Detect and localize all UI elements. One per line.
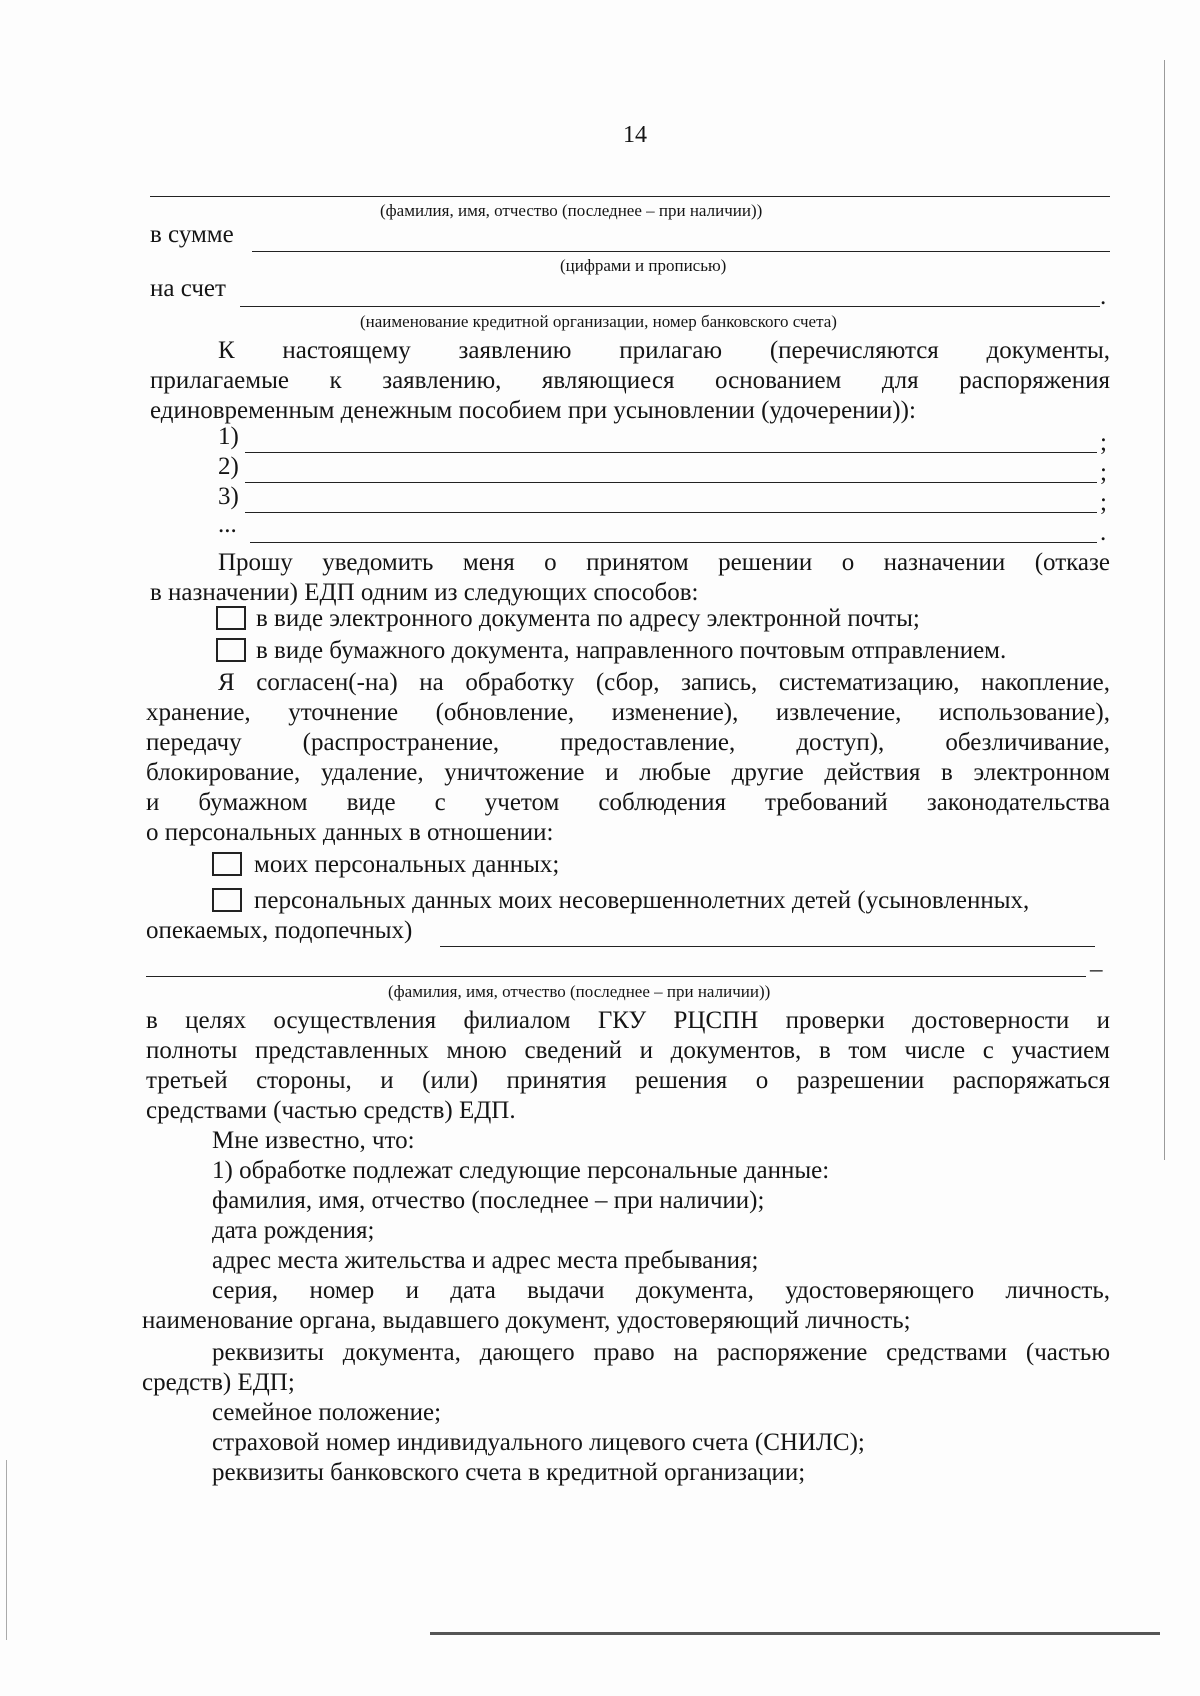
sum-label: в сумме	[150, 221, 234, 248]
known-item-req-line-2: средств) ЕДП;	[142, 1369, 295, 1396]
fio-line[interactable]	[150, 196, 1110, 197]
consent-line-1: Я согласен(-на) на обработку (сбор, запись, систематизацию, накопление,	[218, 669, 1110, 696]
scan-bottom-rule	[430, 1632, 1160, 1635]
known-item-birthdate: дата рождения;	[212, 1217, 375, 1244]
notify-email-label: в виде электронного документа по адресу электронной почты;	[256, 605, 920, 632]
consent-own-data-checkbox[interactable]	[212, 852, 242, 876]
known-item-req-line-1: реквизиты документа, дающего право на распоряжение средствами (частью	[212, 1339, 1110, 1366]
scan-edge-right	[1164, 60, 1165, 1160]
attachment-item-3-line[interactable]	[245, 512, 1097, 513]
attachment-item-1-number: 1)	[218, 423, 239, 450]
attachment-item-3-end: ;	[1100, 489, 1107, 516]
attachments-line-3: единовременным денежным пособием при усыновлении (удочерении)):	[150, 397, 916, 424]
notify-mail-checkbox[interactable]	[216, 638, 246, 662]
known-item-doc-line-1: серия, номер и дата выдачи документа, удостоверяющего личность,	[212, 1277, 1110, 1304]
consent-line-6: о персональных данных в отношении:	[146, 819, 554, 846]
consent-own-data-label: моих персональных данных;	[254, 851, 560, 878]
account-line[interactable]	[240, 306, 1100, 307]
notify-email-checkbox[interactable]	[216, 606, 246, 630]
known-item-address: адрес места жительства и адрес места пребывания;	[212, 1247, 759, 1274]
known-item-fio: фамилия, имя, отчество (последнее – при наличии);	[212, 1187, 765, 1214]
consent-children-data-label: персональных данных моих несовершеннолетних детей (усыновленных,	[254, 887, 1030, 914]
attachment-item-2-end: ;	[1100, 459, 1107, 486]
attachment-item-more-end: .	[1100, 519, 1107, 546]
purpose-line-4: средствами (частью средств) ЕДП.	[146, 1097, 516, 1124]
account-caption: (наименование кредитной организации, номер банковского счета)	[360, 312, 837, 331]
consent-line-5: и бумажном виде с учетом соблюдения требований законодательства	[146, 789, 1110, 816]
known-title: Мне известно, что:	[212, 1127, 415, 1154]
sum-line[interactable]	[252, 251, 1110, 252]
scan-edge-left	[6, 1460, 7, 1640]
attachment-item-more: ...	[218, 511, 237, 538]
attachment-item-1-end: ;	[1100, 429, 1107, 456]
purpose-line-2: полноты представленных мною сведений и документов, в том числе с участием	[146, 1037, 1110, 1064]
children-fio-line-2[interactable]	[146, 976, 1086, 977]
attachment-item-2-number: 2)	[218, 453, 239, 480]
known-item-snils: страховой номер индивидуального лицевого счета (СНИЛС);	[212, 1429, 865, 1456]
children-fio-line-1[interactable]	[440, 946, 1095, 947]
attachment-item-1-line[interactable]	[245, 452, 1097, 453]
attachment-item-more-line[interactable]	[250, 542, 1097, 543]
purpose-line-1: в целях осуществления филиалом ГКУ РЦСПН проверки достоверности и	[146, 1007, 1110, 1034]
known-item-bank: реквизиты банковского счета в кредитной организации;	[212, 1459, 806, 1486]
account-line-end: .	[1100, 283, 1107, 310]
consent-line-3: передачу (распространение, предоставление, доступ), обезличивание,	[146, 729, 1110, 756]
fio-caption: (фамилия, имя, отчество (последнее – при наличии))	[380, 201, 763, 220]
consent-line-2: хранение, уточнение (обновление, изменение), извлечение, использование),	[146, 699, 1110, 726]
children-fio-dash: –	[1090, 956, 1103, 983]
page-number: 14	[623, 122, 647, 148]
known-point-1: 1) обработке подлежат следующие персональные данные:	[212, 1157, 830, 1184]
notification-line-2: в назначении) ЕДП одним из следующих способов:	[150, 579, 699, 606]
consent-line-4: блокирование, удаление, уничтожение и любые другие действия в электронном	[146, 759, 1110, 786]
attachment-item-3-number: 3)	[218, 483, 239, 510]
attachments-line-2: прилагаемые к заявлению, являющиеся основанием для распоряжения	[150, 367, 1110, 394]
known-item-family: семейное положение;	[212, 1399, 442, 1426]
account-label: на счет	[150, 275, 226, 302]
notification-line-1: Прошу уведомить меня о принятом решении о назначении (отказе	[218, 549, 1110, 576]
consent-children-data-checkbox[interactable]	[212, 888, 242, 912]
purpose-line-3: третьей стороны, и (или) принятия решения о разрешении распоряжаться	[146, 1067, 1110, 1094]
consent-children-data-label-cont: опекаемых, подопечных)	[146, 917, 413, 944]
attachments-line-1: К настоящему заявлению прилагаю (перечисляются документы,	[218, 337, 1110, 364]
attachment-item-2-line[interactable]	[245, 482, 1097, 483]
children-fio-caption: (фамилия, имя, отчество (последнее – при наличии))	[388, 982, 771, 1001]
notify-mail-label: в виде бумажного документа, направленного почтовым отправлением.	[256, 637, 1007, 664]
known-item-doc-line-2: наименование органа, выдавшего документ, удостоверяющий личность;	[142, 1307, 911, 1334]
sum-caption: (цифрами и прописью)	[560, 256, 727, 275]
